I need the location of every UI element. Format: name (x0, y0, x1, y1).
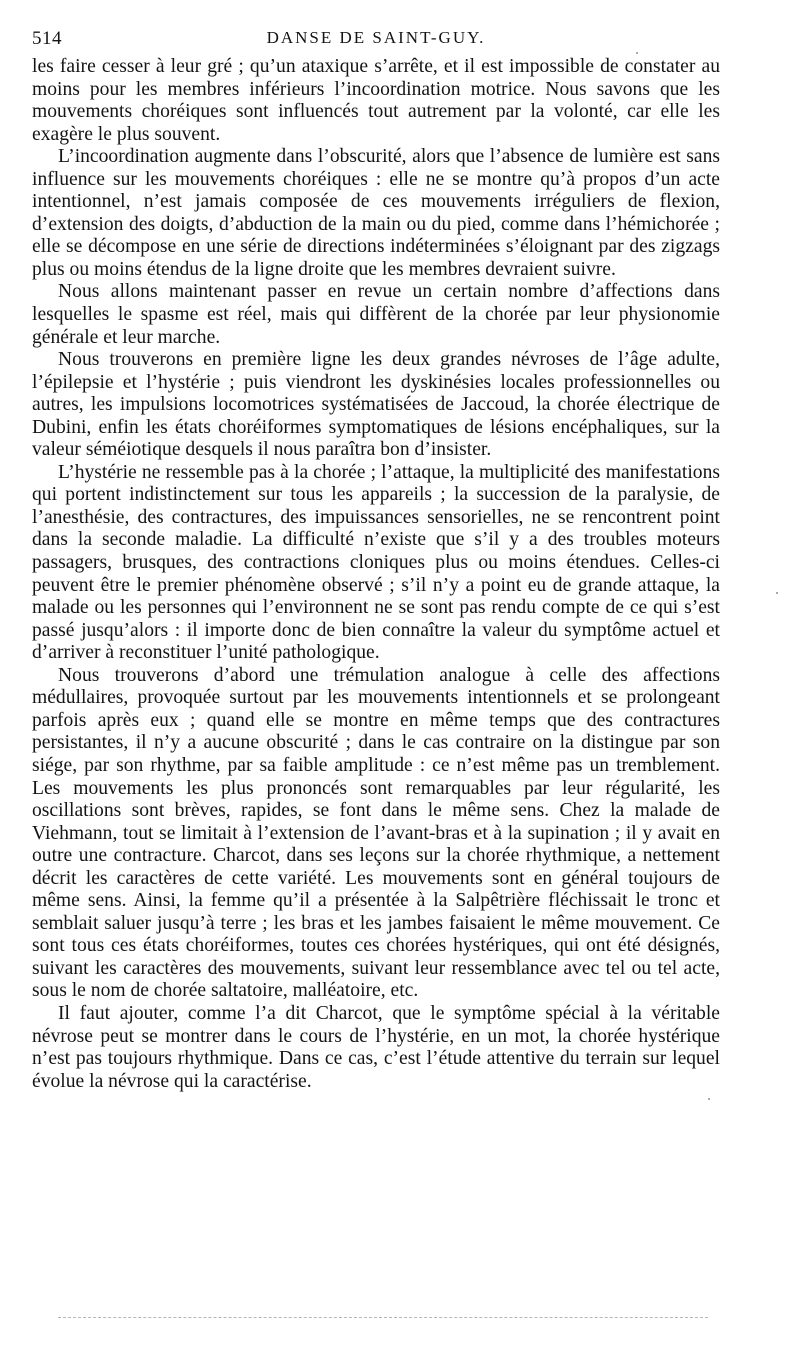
book-page (32, 24, 720, 1093)
paragraph: Il faut ajouter, comme l’a dit Charcot, que le symptôme spécial à la véritable névrose peut se montrer dans le cours de l’hystérie, en un mot, la chorée hystérique n’est pas toujours rhythmique. Dans ce cas, c’est l’étude attentive du terrain sur lequel évolue la névrose qui la caractérise. (32, 1002, 720, 1092)
paragraph: L’hystérie ne ressemble pas à la chorée ; l’attaque, la multiplicité des manifestations qui portent indistinctement sur tous les appareils ; la succession de la paralysie, de l’anesthésie, des contractures, des impuissances sensorielles, ne se rencontrent point dans la seconde maladie. La difficulté n’existe que s’il y a des troubles moteurs passagers, brusques, des contractions cloniques plus ou moins étendues. Celles-ci peuvent être le premier phénomène observé ; s’il n’y a point eu de grande attaque, la malade ou les personnes qui l’environnent ne se sont pas rendu compte de ce qui s’est passé jusqu’alors : il importe donc de bien connaître la valeur du symptôme actuel et d’arriver à reconstituer l’unité pathologique. (32, 461, 720, 664)
paragraph-continued: les faire cesser à leur gré ; qu’un ataxique s’arrête, et il est impossible de constater au moins pour les membres inférieurs l’incoordination motrice. Nous savons que les mouvements choréiques sont influencés tout autrement par la volonté, car elle les exagère le plus souvent. (32, 56, 720, 145)
paragraph: Nous trouverons d’abord une trémulation analogue à celle des affections médullaires, provoquée surtout par les mouvements intentionnels et se prolongeant parfois après eux ; quand elle se montre en même temps que des contractures persistantes, il n’y a aucune obscurité ; dans le cas contraire on la distingue par son siége, par son rhythme, par sa faible amplitude : ce n’est même pas un tremblement. Les mouvements les plus prononcés sont remarquables par leur régularité, les oscillations sont brèves, rapides, se font dans le même sens. Chez la malade de Viehmann, tout se limitait à l’extension de l’avant-bras et à la supination ; il y avait en outre une contracture. Charcot, dans ses leçons sur la chorée rhythmique, a nettement décrit les caractères de cette variété. Les mouvements sont en général toujours de même sens. Ainsi, la femme qu’il a présentée à la Salpêtrière fléchissait le tronc et semblait saluer jusqu’à terre ; les bras et les jambes faisaient le même mouvement. Ce sont tous ces états choréiformes, toutes ces chorées hystériques, qui ont été désignés, suivant les caractères des mouvements, suivant leur ressemblance avec tel ou tel acte, sous le nom de chorée saltatoire, malléatoire, etc. (32, 664, 720, 1002)
page-number: 514 (32, 28, 62, 49)
paragraph: L’incoordination augmente dans l’obscurité, alors que l’absence de lumière est sans influence sur les mouvements choréiques : elle ne se montre qu’à propos d’un acte intentionnel, n’est jamais composée de ces mouvements irréguliers de flexion, d’extension des doigts, d’abduction de la main ou du pied, comme dans l’hémichorée ; elle se décompose en une série de directions indéterminées s’éloignant par des zigzags plus ou moins étendus de la ligne droite que les membres devraient suivre. (32, 146, 720, 280)
scan-bottom-rule (58, 1317, 708, 1318)
scan-speck (708, 1098, 710, 1100)
scan-speck (776, 592, 778, 594)
paragraph: Nous trouverons en première ligne les deux grandes névroses de l’âge adulte, l’épilepsie et l’hystérie ; puis viendront les dyskinésies locales professionnelles ou autres, les impulsions locomotrices systématisées de Jaccoud, la chorée électrique de Dubini, enfin les états choréiformes symptomatiques de lésions encéphaliques, sur la valeur séméiotique desquels il nous paraîtra bon d’insister. (32, 349, 720, 461)
body-text (32, 56, 720, 1093)
scan-speck (636, 52, 638, 54)
paragraph: Nous allons maintenant passer en revue un certain nombre d’affections dans lesquelles le spasme est réel, mais qui diffèrent de la chorée par leur physionomie générale et leur marche. (32, 281, 720, 348)
page-header (32, 24, 720, 54)
running-head: DANSE DE SAINT-GUY. (266, 28, 486, 47)
